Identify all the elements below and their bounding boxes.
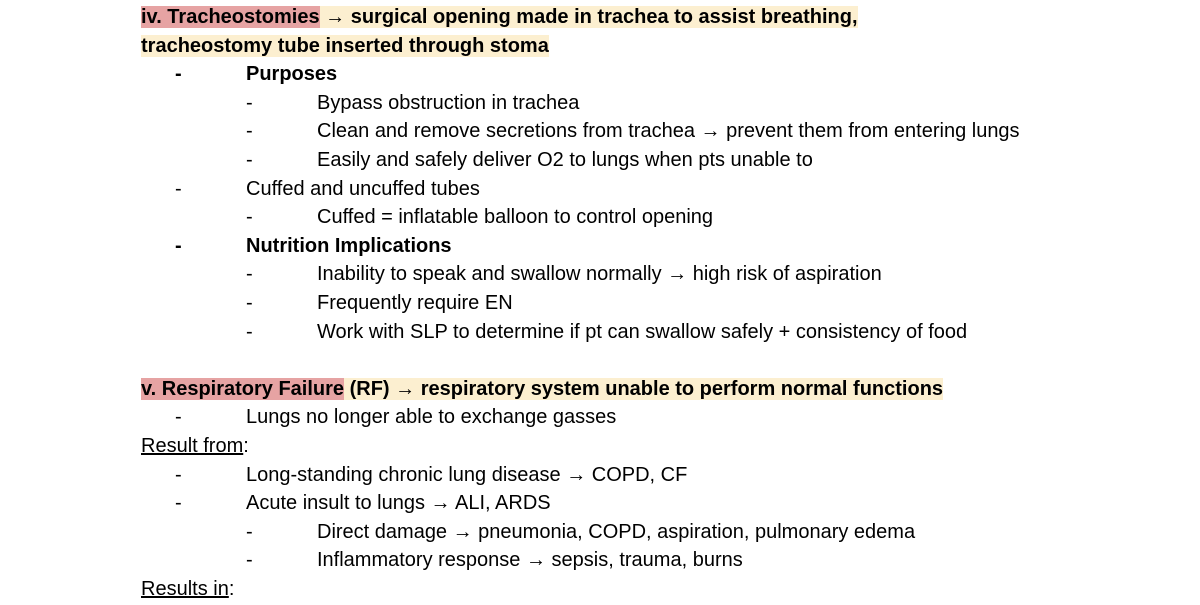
tubes-label: Cuffed and uncuffed tubes bbox=[246, 177, 480, 200]
bullet-dash: - bbox=[246, 520, 253, 543]
nutrition-label: Nutrition Implications bbox=[246, 234, 452, 257]
acute-subitem: Inflammatory response → sepsis, trauma, burns bbox=[317, 549, 743, 572]
bullet-dash: - bbox=[175, 63, 182, 86]
colon: : bbox=[228, 577, 235, 600]
list-item bbox=[141, 89, 1181, 118]
list-item bbox=[141, 318, 1181, 347]
section-v-definition: (RF) → respiratory system unable to perform normal functions bbox=[344, 377, 944, 400]
section-iv-heading-line2 bbox=[141, 32, 1181, 61]
section-iv-definition-cont: tracheostomy tube inserted through stoma bbox=[141, 34, 549, 57]
list-item bbox=[141, 232, 1181, 261]
bullet-dash: - bbox=[175, 492, 182, 515]
bullet-dash: - bbox=[175, 463, 182, 486]
section-v-heading bbox=[141, 375, 1181, 404]
nutrition-item: Work with SLP to determine if pt can swallow safely + consistency of food bbox=[317, 320, 968, 343]
list-item bbox=[141, 203, 1181, 232]
cause-item: Long-standing chronic lung disease → COPD, CF bbox=[246, 463, 688, 486]
spacer bbox=[141, 346, 1181, 375]
list-item bbox=[141, 403, 1181, 432]
nutrition-item: Frequently require EN bbox=[317, 291, 513, 314]
list-item bbox=[141, 518, 1181, 547]
section-iv-definition: → surgical opening made in trachea to assist breathing, bbox=[319, 6, 858, 28]
results-in-heading bbox=[141, 575, 1181, 604]
document-body bbox=[141, 3, 1181, 603]
result-from-label: Result from bbox=[141, 434, 244, 457]
cause-item: Acute insult to lungs → ALI, ARDS bbox=[246, 492, 551, 515]
list-item bbox=[141, 175, 1181, 204]
list-item bbox=[141, 146, 1181, 175]
colon: : bbox=[243, 434, 249, 457]
purpose-item: Bypass obstruction in trachea bbox=[317, 91, 580, 114]
bullet-dash: - bbox=[246, 91, 253, 114]
list-item bbox=[141, 260, 1181, 289]
purpose-item: Easily and safely deliver O2 to lungs when pts unable to bbox=[317, 148, 813, 171]
bullet-dash: - bbox=[246, 263, 253, 286]
list-item bbox=[141, 461, 1181, 490]
bullet-dash: - bbox=[175, 234, 182, 257]
bullet-dash: - bbox=[246, 148, 253, 171]
section-v-term: v. Respiratory Failure bbox=[141, 377, 345, 400]
results-in-label: Results in bbox=[141, 577, 229, 600]
tube-item: Cuffed = inflatable balloon to control opening bbox=[317, 206, 714, 229]
bullet-dash: - bbox=[175, 177, 182, 200]
bullet-dash: - bbox=[246, 206, 253, 229]
section-iv-heading bbox=[141, 3, 1181, 32]
list-item bbox=[141, 60, 1181, 89]
list-item bbox=[141, 489, 1181, 518]
rf-item: Lungs no longer able to exchange gasses bbox=[246, 406, 617, 429]
list-item bbox=[141, 289, 1181, 318]
bullet-dash: - bbox=[246, 120, 253, 143]
result-from-heading bbox=[141, 432, 1181, 461]
bullet-dash: - bbox=[246, 291, 253, 314]
nutrition-item: Inability to speak and swallow normally → high risk of aspiration bbox=[317, 263, 882, 286]
purpose-item: Clean and remove secretions from trachea → prevent them from entering lungs bbox=[317, 120, 1020, 143]
list-item bbox=[141, 117, 1181, 146]
bullet-dash: - bbox=[246, 549, 253, 572]
bullet-dash: - bbox=[175, 406, 182, 429]
section-iv-term: iv. Tracheostomies bbox=[141, 6, 320, 28]
purposes-label: Purposes bbox=[246, 63, 338, 86]
bullet-dash: - bbox=[246, 320, 253, 343]
acute-subitem: Direct damage → pneumonia, COPD, aspiration, pulmonary edema bbox=[317, 520, 916, 543]
list-item bbox=[141, 546, 1181, 575]
